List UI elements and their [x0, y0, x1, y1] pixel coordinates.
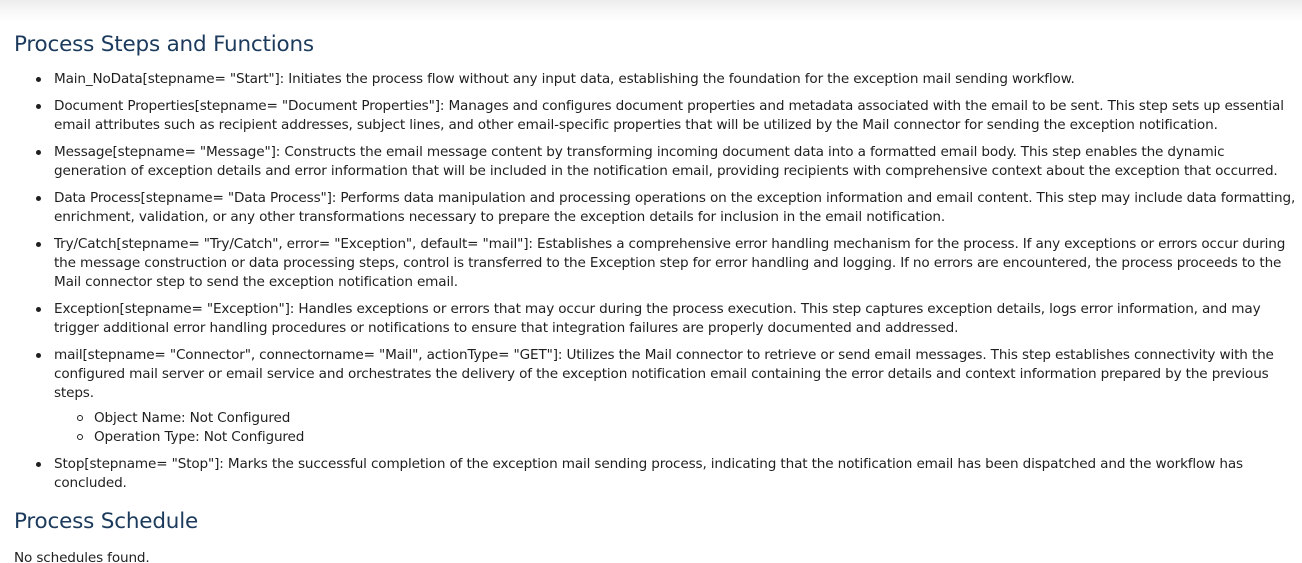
step-text: Data Process[stepname= "Data Process"]: Performs data manipulation and processing operations on the exception information and email content. This step may include data formatting, enrichment, validation, or any other transformations necessary to prepare the exception details for inclusion in the email notification. [54, 190, 1296, 225]
process-steps-list [14, 70, 1296, 493]
step-mail-connector [14, 346, 1296, 447]
connector-operation-type: Operation Type: Not Configured [54, 428, 1296, 447]
step-text: Stop[stepname= "Stop"]: Marks the successful completion of the exception mail sending process, indicating that the notification email has been dispatched and the workflow has concluded. [54, 456, 1243, 491]
step-stop [14, 455, 1296, 493]
top-shadow-bar [0, 0, 1302, 22]
step-message [14, 143, 1296, 181]
step-try-catch [14, 235, 1296, 292]
step-exception [14, 300, 1296, 338]
step-text: mail[stepname= "Connector", connectorname= "Mail", actionType= "GET"]: Utilizes the Mail connector to retrieve or send email messages. This step establishes connectivity with the configured mail server or email service and orchestrates the delivery of the exception notification email containing the error details and context information prepared by the previous steps. [54, 347, 1274, 401]
step-text: Exception[stepname= "Exception"]: Handles exceptions or errors that may occur during the process execution. This step captures exception details, logs error information, and may trigger additional error handling procedures or notifications to ensure that integration failures are properly documented and addressed. [54, 301, 1261, 336]
step-text: Message[stepname= "Message"]: Constructs the email message content by transforming incoming document data into a formatted email body. This step enables the dynamic generation of exception details and error information that will be included in the notification email, providing recipients with comprehensive context about the exception that occurred. [54, 144, 1278, 179]
document-content [14, 30, 1296, 563]
connector-object-name: Object Name: Not Configured [54, 409, 1296, 428]
step-data-process [14, 189, 1296, 227]
step-text: Document Properties[stepname= "Document Properties"]: Manages and configures document properties and metadata associated with the email to be sent. This step sets up essential email attributes such as recipient addresses, subject lines, and other email-specific properties that will be utilized by the Mail connector for sending the exception notification. [54, 98, 1284, 133]
step-document-properties [14, 97, 1296, 135]
step-text: Try/Catch[stepname= "Try/Catch", error= "Exception", default= "mail"]: Establishes a comprehensive error handling mechanism for the process. If any exceptions or errors occur during the message construction or data processing steps, control is transferred to the Exception step for error handling and logging. If no errors are encountered, the process proceeds to the Mail connector step to send the exception notification email. [54, 236, 1286, 290]
step-start [14, 70, 1296, 89]
step-text: Main_NoData[stepname= "Start"]: Initiates the process flow without any input data, establishing the foundation for the exception mail sending workflow. [54, 71, 1075, 87]
schedule-empty-note: No schedules found. [14, 550, 150, 563]
process-steps-heading: Process Steps and Functions [14, 32, 314, 57]
connector-details-list [54, 409, 1296, 447]
process-schedule-heading: Process Schedule [14, 509, 198, 534]
